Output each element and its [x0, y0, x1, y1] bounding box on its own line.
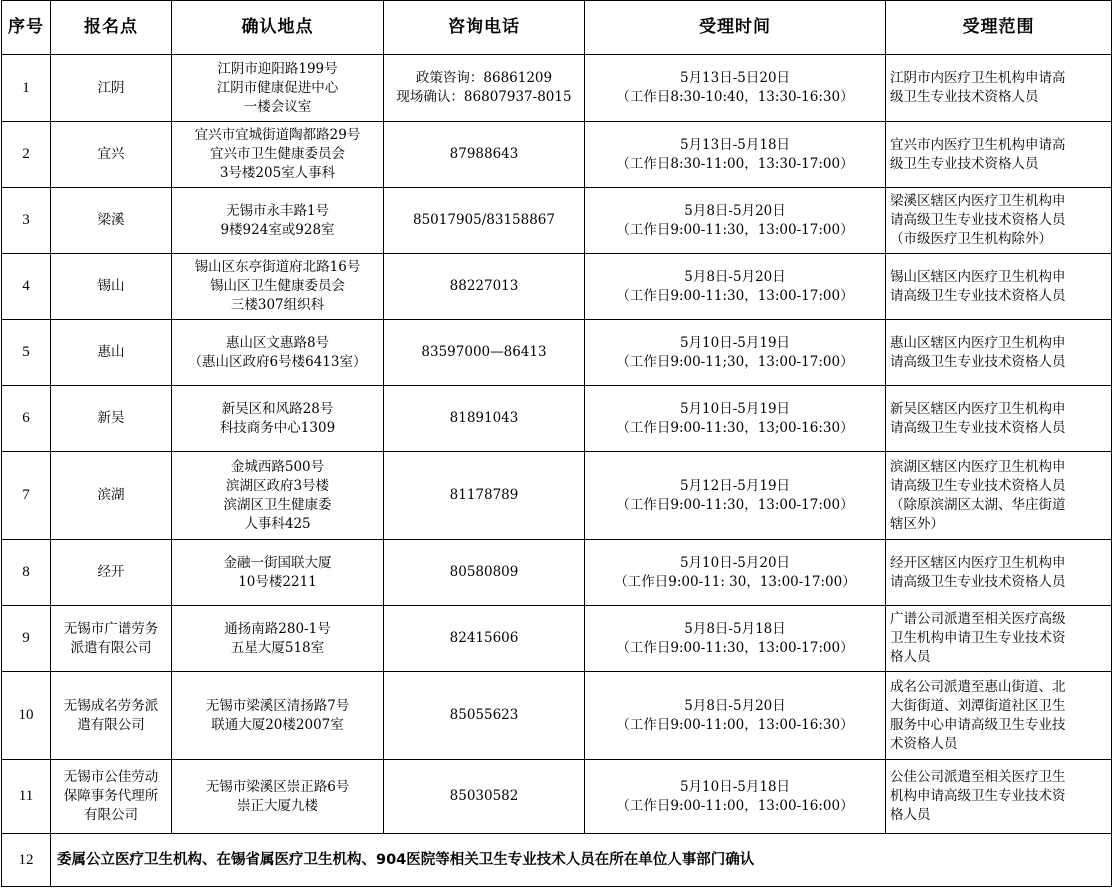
table-body [2, 55, 1112, 887]
location-cell [172, 122, 384, 188]
site-line: 保障事务代理所 [63, 788, 159, 804]
scope-cell [886, 254, 1112, 320]
scope-line: 新吴区辖区内医疗卫生机构申 [890, 400, 1066, 417]
phone-line: 81178789 [449, 487, 519, 503]
time-cell [585, 606, 886, 672]
phone-cell [384, 386, 585, 452]
time-line: 5月10日-5月19日 [679, 400, 791, 417]
location-cell [172, 540, 384, 606]
scope-line: 请高级卫生专业技术资格人员 [890, 419, 1066, 436]
scope-line: 格人员 [890, 807, 931, 823]
scope-line: 宜兴市内医疗卫生机构申请高 [890, 136, 1066, 153]
location-line: 科技商务中心1309 [219, 419, 336, 436]
seq-cell: 10 [2, 672, 51, 760]
location-cell [172, 386, 384, 452]
site-line: 宜兴 [97, 146, 125, 162]
phone-cell [384, 760, 585, 834]
phone-cell [384, 122, 585, 188]
time-line: 5月10日-5月20日 [679, 554, 791, 571]
site-cell [51, 254, 172, 320]
location-line: 3号楼205室人事科 [219, 165, 336, 181]
seq-cell: 9 [2, 606, 51, 672]
phone-line: 82415606 [449, 630, 519, 646]
time-line: （工作日9:00-11:30，13:00-17:00） [616, 639, 854, 656]
time-cell [585, 188, 886, 254]
time-cell [585, 122, 886, 188]
site-cell [51, 55, 172, 122]
scope-cell [886, 452, 1112, 540]
scope-cell [886, 540, 1112, 606]
location-cell [172, 760, 384, 834]
site-cell [51, 672, 172, 760]
location-line: 惠山区文惠路8号 [225, 334, 330, 351]
scope-line: 机构申请高级卫生专业技术资 [890, 788, 1066, 804]
scope-line: 江阴市内医疗卫生机构申请高 [890, 70, 1066, 86]
scope-cell [886, 122, 1112, 188]
phone-cell [384, 254, 585, 320]
phone-cell [384, 540, 585, 606]
site-line: 经开 [97, 564, 125, 580]
time-line: 5月8日-5月20日 [684, 697, 786, 714]
table-row [2, 672, 1112, 760]
scope-cell [886, 188, 1112, 254]
table-row [2, 606, 1112, 672]
phone-cell [384, 55, 585, 122]
scope-cell [886, 320, 1112, 386]
time-line: （工作日8:30-10:40，13:30-16:30） [616, 89, 854, 105]
table-row [2, 55, 1112, 122]
scope-line: 级卫生专业技术资格人员 [890, 155, 1039, 172]
seq-cell: 5 [2, 320, 51, 386]
scope-line: 锡山区辖区内医疗卫生机构申 [890, 268, 1066, 285]
time-line: （工作日9:00-11:00，13:00-16:00） [616, 797, 854, 814]
scope-line: 请高级卫生专业技术资格人员 [890, 287, 1066, 304]
location-line: 10号楼2211 [238, 573, 317, 590]
scope-line: 格人员 [890, 649, 931, 665]
phone-cell [384, 452, 585, 540]
phone-line: 88227013 [449, 278, 519, 294]
site-cell [51, 540, 172, 606]
location-line: 锡山区东亭街道府北路16号 [194, 259, 361, 275]
phone-line: 80580809 [449, 564, 519, 580]
phone-line: 现场确认：86807937-8015 [396, 89, 572, 105]
location-line: 金城西路500号 [230, 458, 325, 475]
location-line: 金融一街国联大厦 [223, 554, 332, 571]
table-row [2, 452, 1112, 540]
scope-cell [886, 760, 1112, 834]
scope-line: 梁溪区辖区内医疗卫生机构申 [890, 193, 1066, 209]
scope-line: 大街街道、刘潭街道社区卫生 [890, 697, 1066, 714]
location-line: 新吴区和风路28号 [221, 400, 334, 417]
site-line: 有限公司 [84, 807, 138, 823]
seq-cell: 7 [2, 452, 51, 540]
seq-cell: 6 [2, 386, 51, 452]
phone-line: 85017905/83158867 [413, 212, 555, 228]
scope-line: 成名公司派遣至惠山街道、北 [890, 678, 1066, 695]
site-line: 派遣有限公司 [70, 639, 152, 656]
scope-line: 服务中心申请高级卫生专业技 [890, 716, 1066, 733]
table-row [2, 320, 1112, 386]
time-cell [585, 55, 886, 122]
location-line: 三楼307组织科 [230, 297, 325, 313]
scope-line: 请高级卫生专业技术资格人员 [890, 477, 1066, 494]
time-line: 5月13日-5日20日 [679, 70, 791, 86]
scope-line: 请高级卫生专业技术资格人员 [890, 573, 1066, 590]
location-line: 宜兴市卫生健康委员会 [210, 146, 345, 162]
location-line: 9楼924室或928室 [220, 221, 335, 238]
location-line: 联通大厦20楼2007室 [211, 716, 344, 733]
registration-table [1, 0, 1112, 887]
phone-cell [384, 320, 585, 386]
scope-line: 滨湖区辖区内医疗卫生机构申 [890, 458, 1066, 475]
site-line: 梁溪 [97, 212, 125, 228]
site-cell [51, 606, 172, 672]
scope-cell [886, 672, 1112, 760]
site-line: 无锡市公佳劳动 [63, 769, 159, 785]
location-line: 无锡市梁溪区崇正路6号 [205, 778, 350, 795]
scope-line: 惠山区辖区内医疗卫生机构申 [890, 334, 1066, 351]
site-line: 无锡市广谱劳务 [63, 620, 159, 637]
scope-line: （除原滨湖区太湖、华庄街道 [890, 496, 1066, 513]
phone-line: 81891043 [449, 410, 519, 426]
time-line: 5月10日-5月19日 [679, 334, 791, 351]
location-line: 锡山区卫生健康委员会 [210, 278, 345, 294]
scope-line: 辖区外） [890, 515, 944, 532]
time-line: 5月12日-5月19日 [679, 477, 791, 494]
time-cell [585, 320, 886, 386]
seq-cell: 3 [2, 188, 51, 254]
time-cell [585, 540, 886, 606]
footer-note: 委属公立医疗卫生机构、在锡省属医疗卫生机构、904医院等相关卫生专业技术人员在所在单位人事部门确认 [51, 834, 1112, 887]
seq-cell: 11 [2, 760, 51, 834]
scope-line: 卫生机构申请卫生专业技术资 [890, 630, 1066, 646]
scope-line: 请高级卫生专业技术资格人员 [890, 212, 1066, 228]
location-line: （惠山区政府6号楼6413室） [188, 353, 367, 370]
header-row [2, 1, 1112, 55]
seq-cell: 1 [2, 55, 51, 122]
time-cell [585, 386, 886, 452]
scope-cell [886, 606, 1112, 672]
phone-line: 政策咨询：86861209 [415, 70, 553, 86]
location-line: 一楼会议室 [243, 98, 312, 115]
table-row [2, 386, 1112, 452]
seq-cell: 4 [2, 254, 51, 320]
location-line: 通扬南路280-1号 [224, 620, 331, 637]
scope-line: 术资格人员 [890, 735, 958, 752]
scope-line: 公佳公司派遣至相关医疗卫生 [890, 769, 1066, 785]
time-line: 5月8日-5月20日 [684, 202, 786, 219]
site-line: 滨湖 [97, 487, 125, 503]
location-line: 滨湖区卫生健康委 [223, 496, 332, 513]
location-line: 宜兴市宜城街道陶都路29号 [194, 127, 361, 143]
site-line: 新吴 [97, 410, 125, 426]
time-line: （工作日9:00-11:00，13:00-16:30） [616, 716, 854, 733]
time-line: （工作日9:00-11: 30，13:00-17:00） [614, 573, 856, 590]
phone-cell [384, 672, 585, 760]
time-line: （工作日9:00-11:30，13;00-16:30） [616, 419, 854, 436]
time-line: 5月13日-5月18日 [679, 136, 791, 153]
table-row [2, 760, 1112, 834]
table-row [2, 540, 1112, 606]
header-site: 报名点 [51, 1, 172, 55]
scope-cell [886, 55, 1112, 122]
seq-cell: 2 [2, 122, 51, 188]
header-time: 受理时间 [585, 1, 886, 55]
scope-line: 经开区辖区内医疗卫生机构申 [890, 554, 1066, 571]
scope-line: 级卫生专业技术资格人员 [890, 89, 1039, 105]
time-line: 5月8日-5月20日 [684, 268, 786, 285]
table-row [2, 254, 1112, 320]
time-line: （工作日9:00-11;30，13:00-17:00） [616, 353, 854, 370]
site-cell [51, 386, 172, 452]
location-line: 五星大厦518室 [230, 639, 325, 656]
scope-line: 广谱公司派遣至相关医疗高级 [890, 611, 1066, 627]
site-cell [51, 760, 172, 834]
phone-line: 85055623 [449, 707, 519, 723]
header-scope: 受理范围 [886, 1, 1112, 55]
header-phone: 咨询电话 [384, 1, 585, 55]
time-line: 5月8日-5月18日 [684, 620, 786, 637]
time-line: 5月10日-5月18日 [679, 778, 791, 795]
time-line: （工作日9:00-11:30，13:00-17:00） [616, 287, 854, 304]
location-cell [172, 606, 384, 672]
site-line: 遣有限公司 [77, 716, 145, 733]
location-cell [172, 188, 384, 254]
time-line: （工作日9:00-11:30，13:00-17:00） [616, 496, 854, 513]
table-row [2, 188, 1112, 254]
time-cell [585, 452, 886, 540]
location-line: 滨湖区政府3号楼 [225, 477, 330, 494]
phone-line: 87988643 [449, 146, 519, 162]
site-line: 锡山 [97, 278, 125, 294]
site-line: 惠山 [97, 344, 125, 360]
site-cell [51, 188, 172, 254]
time-cell [585, 672, 886, 760]
phone-line: 83597000—86413 [421, 344, 547, 360]
site-cell [51, 320, 172, 386]
site-cell [51, 122, 172, 188]
location-cell [172, 254, 384, 320]
site-line: 无锡成名劳务派 [63, 697, 159, 714]
phone-cell [384, 188, 585, 254]
header-seq: 序号 [2, 1, 51, 55]
location-cell [172, 672, 384, 760]
footer-row [2, 834, 1112, 887]
phone-line: 85030582 [449, 788, 519, 804]
seq-cell: 8 [2, 540, 51, 606]
site-cell [51, 452, 172, 540]
time-cell [585, 254, 886, 320]
location-line: 崇正大厦九楼 [237, 797, 318, 814]
table-row [2, 122, 1112, 188]
scope-line: （市级医疗卫生机构除外） [890, 231, 1052, 247]
phone-cell [384, 606, 585, 672]
location-cell [172, 320, 384, 386]
location-line: 江阴市健康促进中心 [216, 79, 339, 96]
location-line: 人事科425 [244, 515, 311, 532]
scope-line: 请高级卫生专业技术资格人员 [890, 353, 1066, 370]
time-cell [585, 760, 886, 834]
scope-cell [886, 386, 1112, 452]
seq-cell: 12 [2, 834, 51, 887]
site-line: 江阴 [97, 79, 125, 96]
time-line: （工作日8:30-11:00，13:30-17:00） [616, 155, 854, 172]
location-cell [172, 55, 384, 122]
time-line: （工作日9:00-11:30，13:00-17:00） [616, 221, 854, 238]
header-location: 确认地点 [172, 1, 384, 55]
location-cell [172, 452, 384, 540]
location-line: 无锡市梁溪区清扬路7号 [205, 697, 350, 714]
location-line: 无锡市永丰路1号 [225, 202, 330, 219]
location-line: 江阴市迎阳路199号 [217, 60, 338, 77]
